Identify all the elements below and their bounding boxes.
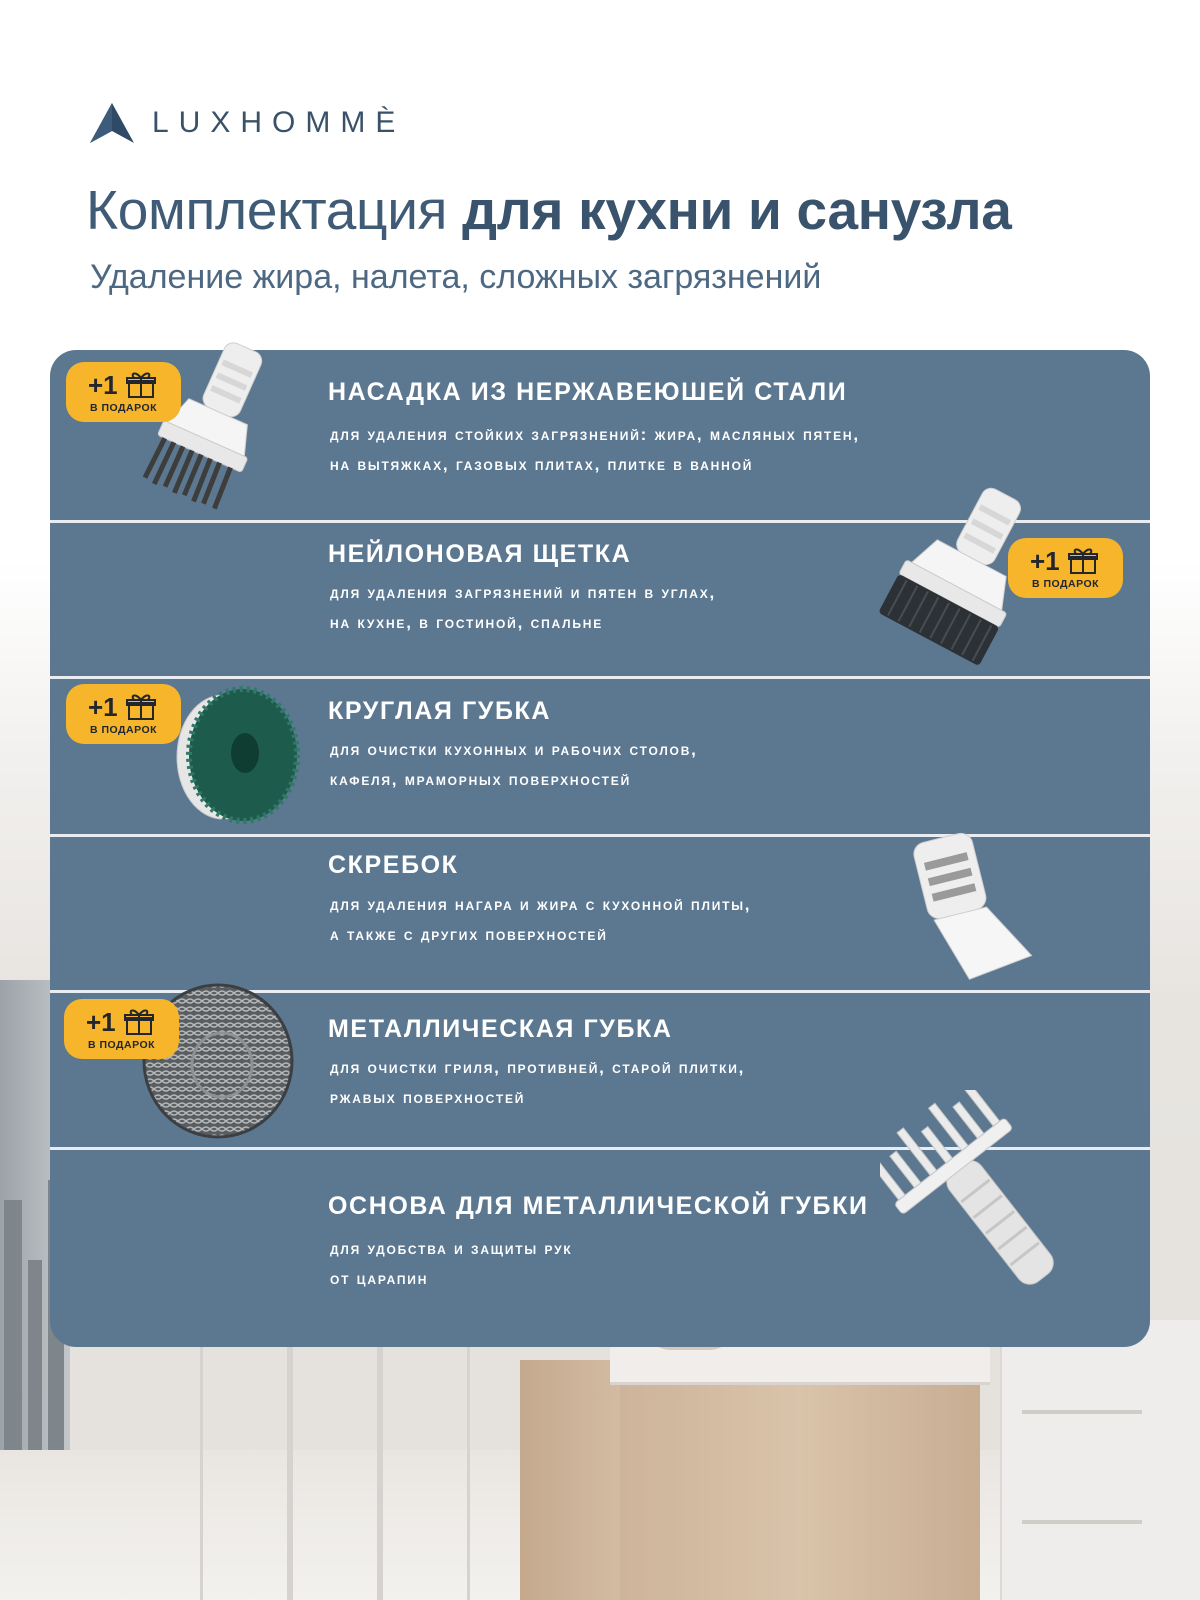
title-regular: Комплектация xyxy=(86,179,448,241)
item-description-line: от царапин xyxy=(330,1269,429,1288)
item-title: НЕЙЛОНОВАЯ ЩЕТКА xyxy=(328,540,632,568)
item-description-line: кафеля, мраморных поверхностей xyxy=(330,770,632,789)
gift-badge-count: +1 xyxy=(88,370,118,400)
accessories-panel xyxy=(50,350,1150,1347)
kitchen-island-top xyxy=(610,1345,990,1385)
item-title: НАСАДКА ИЗ НЕРЖАВЕЮШЕЙ СТАЛИ xyxy=(328,378,848,406)
gift-badge xyxy=(66,684,181,744)
gift-icon xyxy=(1068,547,1098,575)
gift-badge-label: В ПОДАРОК xyxy=(89,402,158,414)
item-row-nylon-brush xyxy=(50,523,1150,676)
item-description-line: а также с других поверхностей xyxy=(330,925,608,944)
gift-badge-count: +1 xyxy=(86,1007,116,1037)
gift-icon xyxy=(126,693,156,721)
brand-name: LUXHOMMÈ xyxy=(152,106,406,139)
gift-badge xyxy=(64,999,179,1059)
gift-badge-label: В ПОДАРОК xyxy=(1031,578,1100,590)
gift-badge-label: В ПОДАРОК xyxy=(89,724,158,736)
item-description xyxy=(330,578,1050,638)
page-title xyxy=(86,178,1012,242)
cabinet-handle xyxy=(1022,1520,1142,1524)
item-title: КРУГЛАЯ ГУБКА xyxy=(328,697,552,725)
cabinet-handle xyxy=(1022,1410,1142,1414)
item-title: ОСНОВА ДЛЯ МЕТАЛЛИЧЕСКОЙ ГУБКИ xyxy=(328,1192,869,1220)
item-description-line: для удаления нагара и жира с кухонной плиты, xyxy=(330,895,752,914)
gift-badge-label: В ПОДАРОК xyxy=(87,1039,156,1051)
item-description-line: на кухне, в гостиной, спальне xyxy=(330,613,604,632)
kitchen-island xyxy=(620,1385,980,1600)
city-building xyxy=(4,1200,22,1480)
city-building xyxy=(28,1260,42,1480)
item-description-line: на вытяжках, газовых плитах, плитке в ванной xyxy=(330,455,754,474)
item-row-round-sponge xyxy=(50,679,1150,834)
gift-badge-count: +1 xyxy=(1030,546,1060,576)
gift-badge xyxy=(66,362,181,422)
item-description xyxy=(330,735,1050,795)
item-title: СКРЕБОК xyxy=(328,851,459,879)
item-title: МЕТАЛЛИЧЕСКАЯ ГУБКА xyxy=(328,1015,673,1043)
bar-stool xyxy=(380,1330,470,1600)
item-description-line: для очистки кухонных и рабочих столов, xyxy=(330,740,698,759)
item-description-line: ржавых поверхностей xyxy=(330,1088,526,1107)
title-bold: для кухни и санузла xyxy=(462,179,1012,241)
item-description xyxy=(330,890,1050,950)
page-subtitle: Удаление жира, налета, сложных загрязнений xyxy=(90,258,822,296)
bar-stool xyxy=(290,1330,380,1600)
gift-icon xyxy=(126,371,156,399)
brand-logo xyxy=(90,103,405,143)
item-description xyxy=(330,420,1050,480)
item-description-line: для удаления стойких загрязнений: жира, масляных пятен, xyxy=(330,425,860,444)
kitchen-island-side xyxy=(520,1360,630,1600)
item-description-line: для удобства и защиты рук xyxy=(330,1239,573,1258)
item-description xyxy=(330,1234,1050,1294)
gift-badge-count: +1 xyxy=(88,692,118,722)
item-row-scraper xyxy=(50,837,1150,990)
round-sponge-icon xyxy=(165,679,305,829)
bar-stool xyxy=(200,1330,290,1600)
wall-cabinet xyxy=(1000,1320,1200,1600)
item-row-sponge-holder xyxy=(50,1150,1150,1347)
item-description-line: для очистки гриля, противней, старой плитки, xyxy=(330,1058,746,1077)
item-description-line: для удаления загрязнений и пятен в углах, xyxy=(330,583,717,602)
gift-icon xyxy=(124,1008,154,1036)
logo-mark-icon xyxy=(90,103,134,143)
